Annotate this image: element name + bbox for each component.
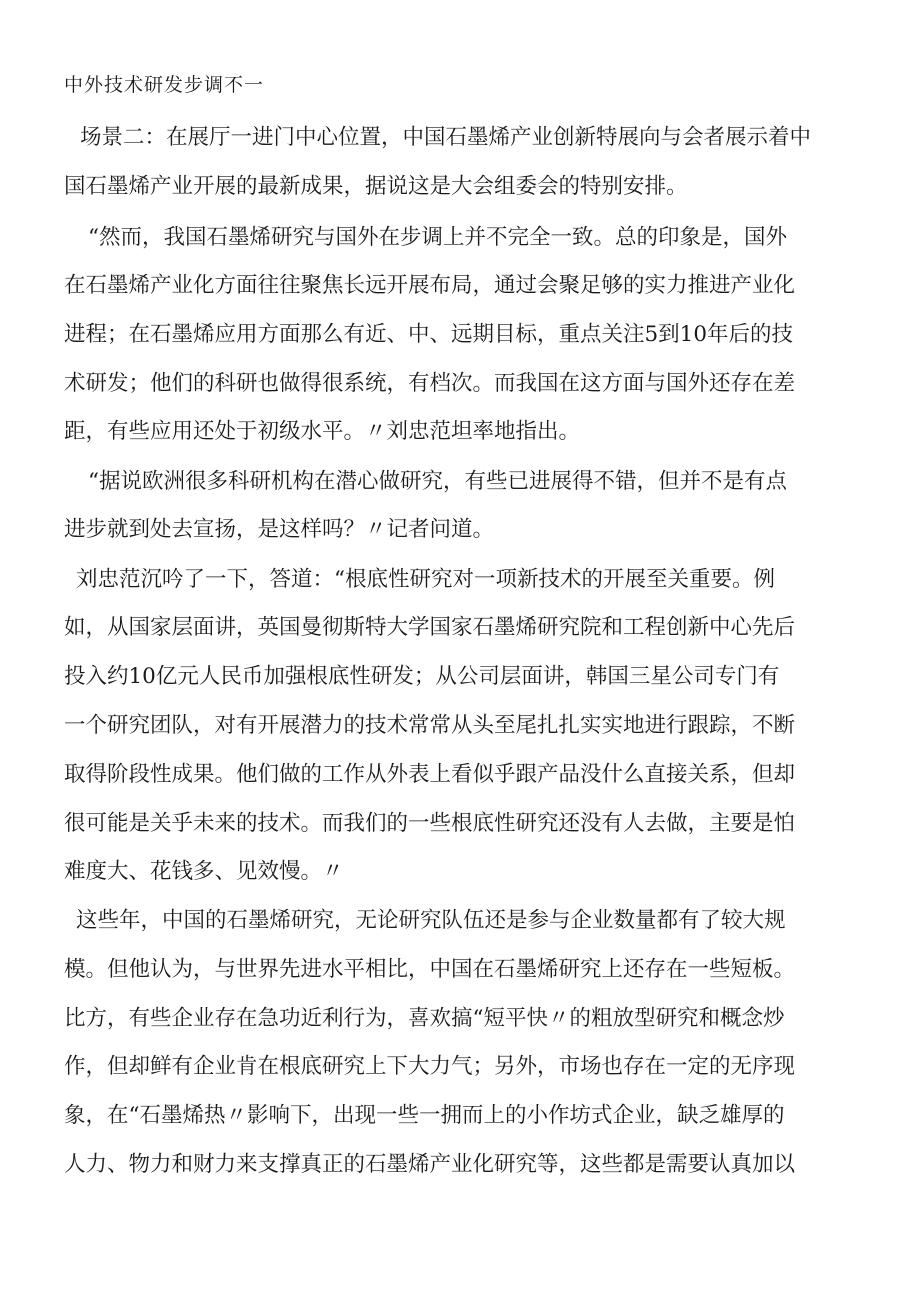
paragraph-line: 进步就到处去宣扬，是这样吗？〃记者问道。 [64, 517, 495, 542]
paragraph-line: 取得阶段性成果。他们做的工作从外表上看似乎跟产品没什么直接关系，但却 [64, 762, 796, 787]
paragraph-line: 作，但却鲜有企业肯在根底研究上下大力气；另外，市场也存在一定的无序现 [64, 1054, 796, 1079]
paragraph-line: 很可能是关乎未来的技术。而我们的一些根底性研究还没有人去做，主要是怕 [64, 811, 796, 836]
paragraph-line: 场景二：在展厅一进门中心位置，中国石墨烯产业创新特展向与会者展示着中 [80, 125, 812, 150]
paragraph-line: 术研发；他们的科研也做得很系统，有档次。而我国在这方面与国外还存在差 [64, 371, 796, 396]
paragraph-line: “据说欧洲很多科研机构在潜心做研究，有些已进展得不错，但并不是有点 [88, 469, 787, 494]
paragraph-line: 在石墨烯产业化方面往往聚焦长远开展布局，通过会聚足够的实力推进产业化 [64, 273, 796, 298]
paragraph-line: 人力、物力和财力来支撑真正的石墨烯产业化研究等，这些都是需要认真加以 [64, 1152, 796, 1177]
paragraph-line: 模。但他认为，与世界先进水平相比，中国在石墨烯研究上还存在一些短板。 [64, 957, 796, 982]
paragraph-line: 一个研究团队，对有开展潜力的技术常常从头至尾扎扎实实地进行跟踪，不断 [64, 713, 796, 738]
paragraph-line: 国石墨烯产业开展的最新成果，据说这是大会组委会的特别安排。 [64, 174, 688, 199]
paragraph-line: “然而，我国石墨烯研究与国外在步调上并不完全一致。总的印象是，国外 [88, 225, 787, 250]
paragraph-line: 比方，有些企业存在急功近利行为，喜欢搞“短平快〃的粗放型研究和概念炒 [64, 1006, 785, 1031]
paragraph-line: 象，在“石墨烯热〃影响下，出现一些一拥而上的小作坊式企业，缺乏雄厚的 [64, 1103, 785, 1128]
document-title: 中外技术研发步调不一 [64, 74, 265, 96]
paragraph-line: 难度大、花钱多、见效慢。〃 [64, 859, 344, 884]
paragraph-line: 这些年，中国的石墨烯研究，无论研究队伍还是参与企业数量都有了较大规 [76, 908, 786, 933]
paragraph-line: 如，从国家层面讲，英国曼彻斯特大学国家石墨烯研究院和工程创新中心先后 [64, 615, 796, 640]
paragraph-line: 进程；在石墨烯应用方面那么有近、中、远期目标，重点关注5到10年后的技 [64, 322, 794, 347]
paragraph-line: 距，有些应用还处于初级水平。〃刘忠范坦率地指出。 [64, 419, 581, 444]
paragraph-line: 刘忠范沉吟了一下，答道：“根底性研究对一项新技术的开展至关重要。例 [76, 567, 775, 592]
paragraph-line: 投入约10亿元人民币加强根底性研发；从公司层面讲，韩国三星公司专门有 [64, 664, 780, 689]
